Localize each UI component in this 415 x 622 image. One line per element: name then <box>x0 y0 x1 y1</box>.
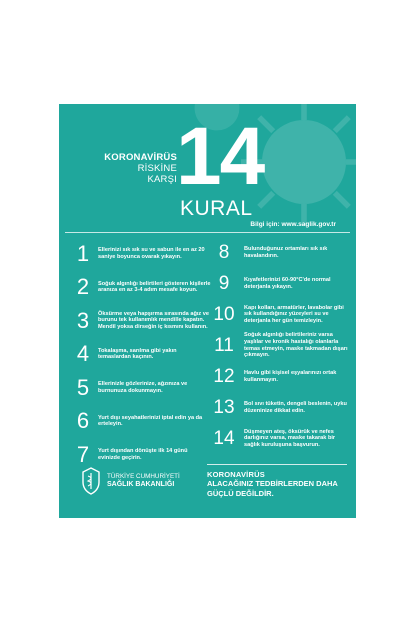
ministry-emblem-icon <box>79 466 103 496</box>
rule-text: Soğuk algınlığı belirtileriniz varsa yaşlılar ve kronik hastalığı olanlarla temas etmeyin, maske takmadan dışarı çıkmayın. <box>244 332 348 359</box>
rule-item <box>73 371 211 405</box>
rule-item <box>73 304 211 338</box>
rule-number: 2 <box>76 274 90 300</box>
rule-text: Öksürme veya hapşırma sırasında ağız ve burunu tek kullanımlık mendille kapatın. Mendil yoksa dirseğin iç kısmını kullanın. <box>98 310 210 331</box>
warning-message <box>207 464 347 498</box>
logo-top-text: TÜRKİYE CUMHURİYETİ <box>107 473 180 480</box>
rule-text: Tokalaşma, sarılma gibi yakın temaslardan kaçının. <box>98 347 177 361</box>
divider <box>65 232 350 233</box>
rule-item <box>209 330 349 361</box>
rule-item <box>209 423 349 454</box>
rule-number: 4 <box>76 341 90 367</box>
rule-text: Ellerinizi sık sık su ve sabun ile en az 20 saniye boyunca ovarak yıkayın. <box>98 247 205 260</box>
rule-item <box>73 271 211 305</box>
header-number: 14 <box>176 111 264 202</box>
rule-item <box>209 237 349 268</box>
rule-item <box>209 268 349 299</box>
header-subtitle: KURAL <box>180 197 253 220</box>
rule-number: 10 <box>213 303 235 325</box>
rule-item <box>73 338 211 372</box>
rule-number: 9 <box>218 272 230 294</box>
rule-number: 6 <box>76 408 90 434</box>
rule-text: Yurt dışından dönüşte ilk 14 günü evinizde geçirin. <box>98 448 188 461</box>
rule-number: 12 <box>213 365 235 387</box>
rule-text: Bol sıvı tüketin, dengeli beslenin, uyku düzeninize dikkat edin. <box>244 400 347 414</box>
rule-text: Ellerinizle gözlerinize, ağzınıza ve burnunuza dokunmayın. <box>98 381 188 394</box>
rule-text: Bulunduğunuz ortamları sık sık havalandırın. <box>244 245 328 259</box>
rule-item <box>73 237 211 271</box>
rule-number: 5 <box>76 374 90 400</box>
rule-text: Soğuk algınlığı belirtileri gösteren kişilerle aranıza en az 3-4 adım mesafe koyun. <box>98 280 211 294</box>
ministry-logo <box>79 466 180 496</box>
info-link: Bilgi için: www.saglik.gov.tr <box>250 221 336 228</box>
rules-right-column <box>209 237 349 454</box>
rule-number: 8 <box>218 241 230 263</box>
rule-number: 3 <box>76 307 90 333</box>
logo-bottom-text: SAĞLIK BAKANLIĞI <box>107 481 175 488</box>
message-title: KORONAVİRÜS <box>207 470 265 479</box>
rule-number: 7 <box>76 441 90 467</box>
rules-left-column <box>73 237 211 472</box>
rule-number: 14 <box>213 427 235 449</box>
message-body: ALACAĞINIZ TEDBİRLERDEN DAHA GÜÇLÜ DEĞİLDİR. <box>207 479 338 498</box>
poster <box>59 104 356 518</box>
rule-text: Havlu gibi kişisel eşyalarınızı ortak kullanmayın. <box>244 369 337 383</box>
header-line-2: RİSKİNE <box>137 163 177 174</box>
rule-text: Kapı kolları, armatürler, lavabolar gibi sık kullandığınız yüzeyleri su ve deterjanla her gün temizleyin. <box>244 304 344 324</box>
header-line-1: KORONAVİRÜS <box>104 152 177 163</box>
header-line-3: KARŞI <box>147 174 177 185</box>
rule-item <box>209 361 349 392</box>
rule-number: 1 <box>76 240 90 266</box>
rule-text: Yurt dışı seyahatlerinizi iptal edin ya da erteleyin. <box>98 414 203 428</box>
rule-item <box>209 299 349 330</box>
rule-number: 11 <box>214 334 234 356</box>
rule-text: Düşmeyen ateş, öksürük ve nefes darlığınız varsa, maske takarak bir sağlık kuruluşuna başvurun. <box>244 428 336 448</box>
rule-number: 13 <box>213 396 235 418</box>
rule-item <box>73 405 211 439</box>
rule-text: Kıyafetlerinizi 60-90°C'de normal deterjanla yıkayın. <box>244 276 331 290</box>
rule-item <box>209 392 349 423</box>
